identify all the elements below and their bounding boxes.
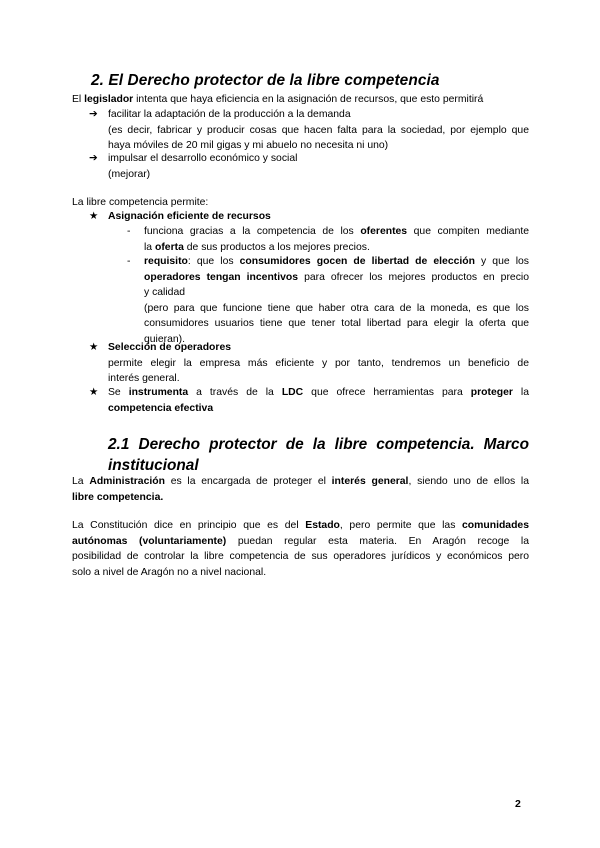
dash-list-item: - requisito: que los consumidores gocen de libertad de elección y que los operadores tengan incentivos para ofrecer los mejores productos en precio y calidad (pero para que funcione tiene que haber otra cara de la moneda, es que los consumidores usuarios tiene que tener total libertad para elegir la oferta que quieran).	[127, 256, 529, 345]
right-arrow-icon: ➔	[89, 109, 98, 120]
arrow-list-item: ➔ impulsar el desarrollo económico y social (mejorar)	[89, 153, 298, 180]
star-list-item: ★ Asignación eficiente de recursos	[89, 209, 529, 225]
dash-bullet: -	[127, 256, 131, 267]
page-number: 2	[515, 798, 521, 810]
constitucion-paragraph: La Constitución dice en principio que es del Estado, pero permite que las comunidades autónomas (voluntariamente) puedan regular esta materia. En Aragón recoge la posibilidad de controlar la libre competencia de sus operadores jurídicos y económicos pero solo a nivel de Aragón no a nivel nacional.	[72, 520, 529, 578]
star-icon: ★	[89, 387, 99, 398]
administracion-paragraph: La Administración es la encargada de proteger el interés general, siendo uno de ellos la libre competencia.	[72, 476, 529, 503]
star-list-item: ★ Selección de operadores permite elegir la empresa más eficiente y por tanto, tendremos un beneficio de interés general.	[89, 342, 529, 384]
star-icon: ★	[89, 211, 99, 222]
dash-list-item: - funciona gracias a la competencia de los oferentes que compiten mediante la oferta de sus productos a los mejores precios.	[127, 226, 530, 253]
right-arrow-icon: ➔	[89, 153, 98, 164]
intro-paragraph: El legislador intenta que haya eficiencia en la asignación de recursos, que esto permitirá	[72, 94, 484, 105]
libre-competencia-intro: La libre competencia permite:	[72, 197, 209, 208]
section-heading: 2. El Derecho protector de la libre competencia	[91, 72, 440, 89]
dash-bullet: -	[127, 226, 131, 237]
star-icon: ★	[89, 342, 99, 353]
subsection-heading: 2.1 Derecho protector de la libre competencia. Marco institucional	[108, 436, 529, 474]
star-list-item: ★ Se instrumenta a través de la LDC que ofrece herramientas para proteger la competencia efectiva	[89, 387, 529, 414]
arrow-list-item: ➔ facilitar la adaptación de la producción a la demanda (es decir, fabricar y producir cosas que hacen falta para la sociedad, por ejemplo que haya móviles de 20 mil gigas y mi abuelo no necesita ni uno)	[89, 109, 529, 151]
